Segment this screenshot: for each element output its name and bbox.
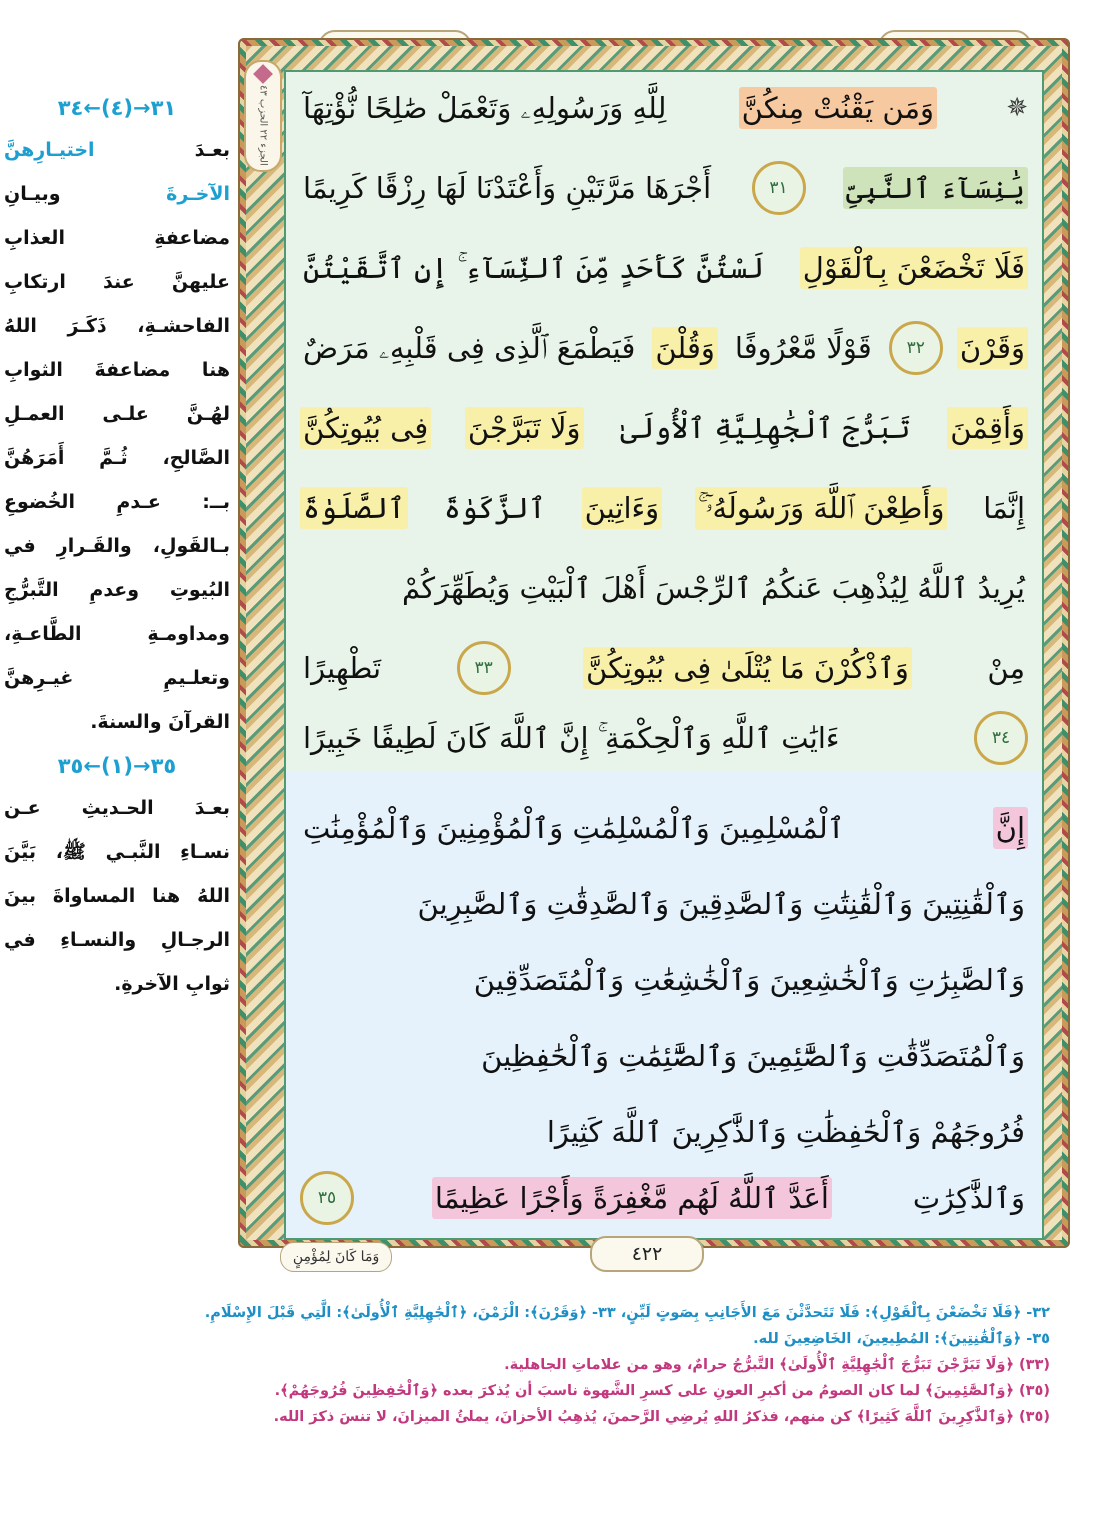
- verse-phrase: وَأَطِعْنَ ٱللَّهَ وَرَسُولَهُۥٓ ۚ: [695, 487, 947, 530]
- ayah-marker-34: ٣٤: [974, 711, 1028, 765]
- sidebar-commentary: [4, 96, 230, 1006]
- sidebar-line: الصَّالحِ، ثُـمَّ أَمَرَهُنَّ: [4, 447, 230, 469]
- sidebar-line: بـالقَولِ، والقَـرارِ في: [4, 535, 230, 557]
- ayah-marker-33: ٣٣: [457, 641, 511, 695]
- verse-phrase: وَٱلصَّٰبِرَٰتِ وَٱلْخَٰشِعِينَ وَٱلْخَٰشِعَٰتِ وَٱلْمُتَصَدِّقِينَ: [473, 963, 1025, 997]
- sidebar-line: وتعلـيمِ غيـرِهنَّ: [4, 667, 230, 689]
- vocab-note: ٣٢- ﴿فَلَا تَخْضَعْنَ بِٱلْقَوْلِ﴾: فَلَا تَتَحدَّثْنَ مَعَ الأَجَانِبِ بِصَوتٍ لَيِّنٍ، ٣٣- ﴿وَقَرْنَ﴾: الْزَمْنَ، ﴿ٱلْجَٰهِلِيَّةِ ٱلْأُولَىٰ﴾: الَّتِي قَبْلَ الإِسْلَامِ.: [204, 1305, 1050, 1321]
- verse-phrase: يَٰنِسَآءَ ٱلنَّبِىِّ: [843, 167, 1028, 209]
- verse-phrase: قَوْلًا مَّعْرُوفًا: [734, 331, 872, 365]
- sidebar-line: نسـاءِ النَّبـي ﷺ، بَيَّنَ: [4, 841, 230, 863]
- verse-phrase: وَقَرْنَ: [957, 327, 1028, 369]
- verse-line-3: [300, 232, 1028, 304]
- verse-line-4: [300, 312, 1028, 384]
- verse-phrase: وَءَاتِينَ: [582, 487, 663, 529]
- verse-phrase: ءَايَٰتِ ٱللَّهِ وَٱلْحِكْمَةِ ۚ إِنَّ ٱللَّهَ كَانَ لَطِيفًا خَبِيرًا: [303, 720, 840, 755]
- sidebar-line: الآخـرةَ وبيـانِ: [4, 183, 230, 205]
- sidebar-line: عليهنَّ عندَ ارتكابِ: [4, 271, 230, 293]
- verse-phrase: فَيَطْمَعَ ٱلَّذِى فِى قَلْبِهِۦ مَرَضٌ: [303, 330, 636, 365]
- sidebar-line: الرجـالِ والنسـاءِ في: [4, 929, 230, 951]
- verse-phrase: وَقُلْنَ: [652, 327, 718, 369]
- verse-phrase: إِنَّ: [993, 807, 1028, 849]
- sidebar-verse-range-1: ٣١→(٤)←٣٤: [57, 96, 177, 120]
- rosette-icon: [253, 64, 273, 84]
- verse-line-8: [300, 632, 1028, 704]
- sidebar-line: ومداومـةِ الطَّاعـةِ،: [4, 623, 230, 645]
- verse-phrase: وَٱلذَّٰكِرَٰتِ: [912, 1181, 1025, 1215]
- hizb-star-icon: ✵: [1006, 93, 1028, 123]
- reflection-note: (٣٣) ﴿وَلَا تَبَرَّجْنَ تَبَرُّجَ ٱلْجَٰهِلِيَّةِ ٱلْأُولَىٰ﴾ التَّبرُّجُ حرامٌ، وهو من علاماتِ الجاهلية.: [504, 1357, 1050, 1373]
- verse-line-14: [300, 1096, 1028, 1168]
- verse-phrase: وَٱلْقَٰنِتِينَ وَٱلْقَٰنِتَٰتِ وَٱلصَّٰدِقِينَ وَٱلصَّٰدِقَٰتِ وَٱلصَّٰبِرِينَ: [417, 887, 1025, 921]
- sidebar-line: اللهُ هنا المساواةَ بينَ: [4, 885, 230, 907]
- ayah-marker-35: ٣٥: [300, 1171, 354, 1225]
- sidebar-line: البُيوتِ وعدمِ التَّبرُّجِ: [4, 579, 230, 601]
- verse-line-7: [300, 552, 1028, 624]
- footnotes: [120, 1300, 1050, 1430]
- verse-phrase: وَأَقِمْنَ: [947, 407, 1028, 449]
- verse-line-10: [300, 792, 1028, 864]
- vocab-note: ٣٥- ﴿وَٱلْقَٰنِتِينَ﴾: المُطِيعِينَ، الخَاضِعِينَ لله.: [753, 1331, 1050, 1347]
- sidebar-verse-range-2: ٣٥→(١)←٣٥: [57, 754, 177, 778]
- verse-phrase: أَعَدَّ ٱللَّهُ لَهُم مَّغْفِرَةً وَأَجْرًا عَظِيمًا: [432, 1177, 832, 1219]
- verse-phrase: فَلَا تَخْضَعْنَ بِٱلْقَوْلِ: [800, 247, 1028, 289]
- verse-phrase: يُرِيدُ ٱللَّهُ لِيُذْهِبَ عَنكُمُ ٱلرِّجْسَ أَهْلَ ٱلْبَيْتِ وَيُطَهِّرَكُمْ: [401, 571, 1025, 605]
- verse-phrase: ٱلصَّلَوٰةَ: [300, 487, 408, 529]
- verse-line-5: [300, 392, 1028, 464]
- sidebar-line: القرآنَ والسنةَ.: [90, 711, 230, 733]
- verse-line-11: [300, 868, 1028, 940]
- verse-phrase: وَٱلْمُتَصَدِّقَٰتِ وَٱلصَّٰٓئِمِينَ وَٱلصَّٰٓئِمَٰتِ وَٱلْحَٰفِظِينَ: [481, 1039, 1025, 1073]
- verse-phrase: وَٱذْكُرْنَ مَا يُتْلَىٰ فِى بُيُوتِكُنَّ: [583, 647, 912, 689]
- reflection-note: (٣٥) ﴿وَٱلصَّٰٓئِمِينَ﴾ لما كان الصومُ من أكبرِ العونِ على كسرِ الشَّهوة ناسبَ أن يُذكرَ بعده ﴿وَٱلْحَٰفِظِينَ فُرُوجَهُمْ﴾.: [274, 1383, 1050, 1399]
- ayah-marker-32: ٣٢: [889, 321, 943, 375]
- verse-phrase: تَبَرُّجَ ٱلْجَٰهِلِيَّةِ ٱلْأُولَىٰ: [620, 411, 911, 445]
- verse-line-13: [300, 1020, 1028, 1092]
- verse-phrase: ٱلْمُسْلِمِينَ وَٱلْمُسْلِمَٰتِ وَٱلْمُؤْمِنِينَ وَٱلْمُؤْمِنَٰتِ: [303, 811, 845, 845]
- sidebar-line: هنا مضاعفةَ الثوابِ: [4, 359, 230, 381]
- catchword: وَمَا كَانَ لِمُؤْمِنٍ: [280, 1242, 392, 1272]
- verse-phrase: لَسْتُنَّ كَأَحَدٍ مِّنَ ٱلنِّسَآءِ ۚ إِنِ ٱتَّقَيْتُنَّ: [303, 250, 765, 285]
- verse-phrase: وَمَن يَقْنُتْ مِنكُنَّ: [739, 87, 937, 129]
- verse-phrase: لِلَّهِ وَرَسُولِهِۦ وَتَعْمَلْ صَٰلِحًا نُّؤْتِهَآ: [303, 90, 667, 125]
- verse-phrase: ٱلزَّكَوٰةَ: [443, 491, 546, 525]
- sidebar-line: بعـدَ اختيـارِهنَّ: [4, 139, 230, 161]
- ayah-marker-31: ٣١: [752, 161, 806, 215]
- verse-line-9: [300, 702, 1028, 774]
- sidebar-line: مضاعفةِ العذابِ: [4, 227, 230, 249]
- verse-line-2: [300, 152, 1028, 224]
- verse-phrase: مِنْ: [987, 651, 1025, 685]
- sidebar-line: ثوابِ الآخرةِ.: [114, 973, 230, 995]
- verse-line-12: [300, 944, 1028, 1016]
- verse-phrase: وَلَا تَبَرَّجْنَ: [465, 407, 584, 449]
- reflection-note: (٣٥) ﴿وَٱلذَّٰكِرِينَ ٱللَّهَ كَثِيرًا﴾ كن منهم، فذكرُ اللهِ يُرضِي الرَّحمنَ، يُذهِبُ الأحزانَ، يملئُ الميزانَ، لا تنسَ ذكرَ الله.: [273, 1409, 1050, 1425]
- sidebar-line: الفاحشـةِ، ذَكَـرَ اللهُ: [4, 315, 230, 337]
- page-number: ٤٢٢: [590, 1236, 704, 1272]
- verse-phrase: فُرُوجَهُمْ وَٱلْحَٰفِظَٰتِ وَٱلذَّٰكِرِينَ ٱللَّهَ كَثِيرًا: [546, 1115, 1025, 1149]
- verse-phrase: أَجْرَهَا مَرَّتَيْنِ وَأَعْتَدْنَا لَهَا رِزْقًا كَرِيمًا: [303, 171, 712, 205]
- juz-badge-text: الجزء ٢٢ الحزب ٤٣: [257, 84, 269, 166]
- verse-line-6: [300, 472, 1028, 544]
- verse-phrase: تَطْهِيرًا: [303, 651, 382, 685]
- verse-line-1: [300, 72, 1028, 144]
- sidebar-line: لهُـنَّ علـى العمـلِ: [4, 403, 230, 425]
- sidebar-line: بعـدَ الحـديثِ عـن: [4, 797, 230, 819]
- quran-text-panel: [284, 70, 1044, 1240]
- sidebar-line: بــ: عـدمِ الخُضوعِ: [4, 491, 230, 513]
- juz-badge: [244, 60, 282, 172]
- verse-line-15: [300, 1162, 1028, 1234]
- verse-phrase: فِى بُيُوتِكُنَّ: [300, 407, 431, 449]
- verse-phrase: إِنَّمَا: [983, 491, 1025, 525]
